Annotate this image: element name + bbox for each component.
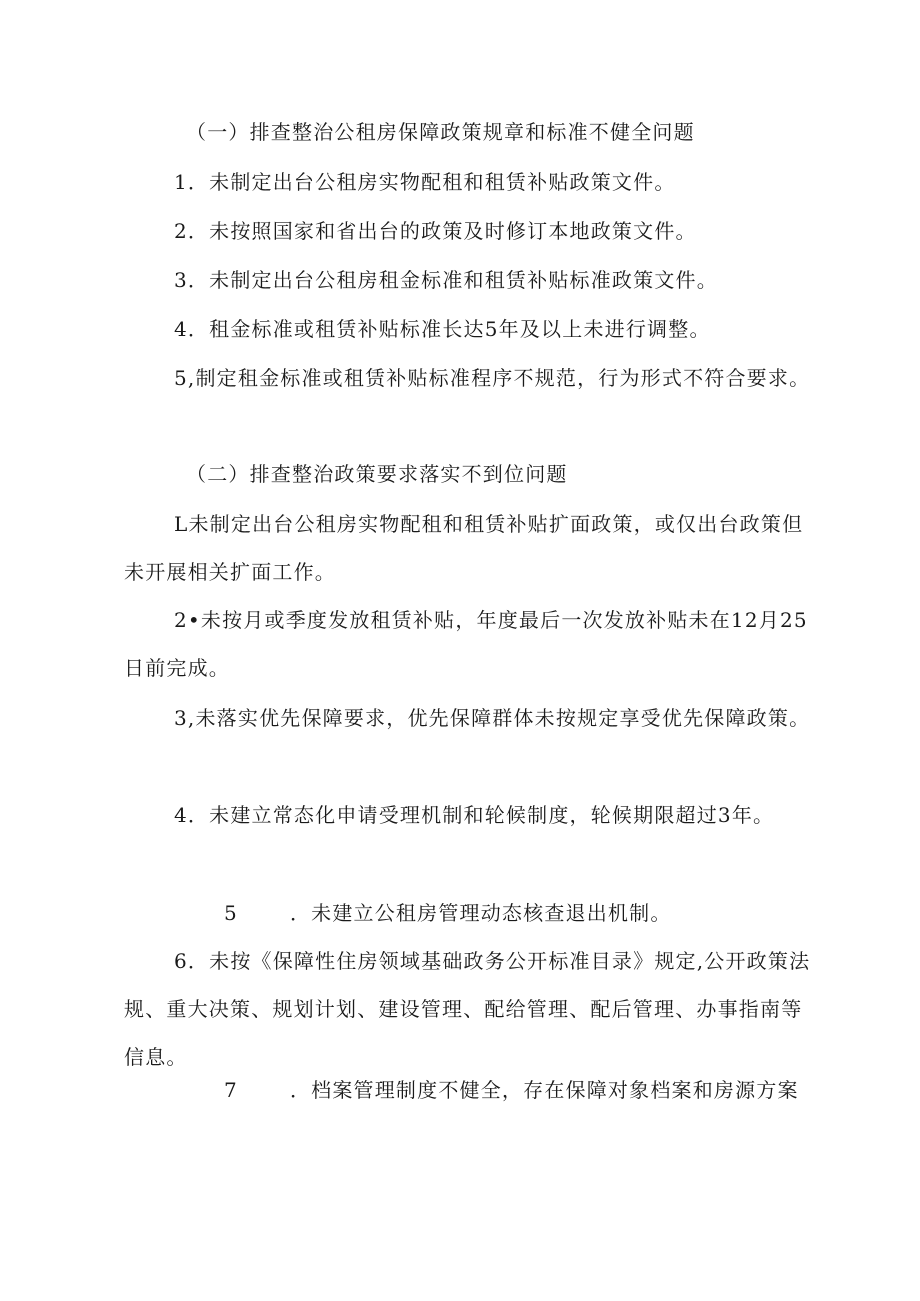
section-1-item-5: 5,制定租金标准或租赁补贴标准程序不规范，行为形式不符合要求。 <box>174 366 811 390</box>
section-1-item-2: 2．未按照国家和省出台的政策及时修订本地政策文件。 <box>174 219 697 243</box>
section-2-item-5 <box>124 889 814 937</box>
section-1-item-4: 4．租金标准或租赁补贴标准长达5年及以上未进行调整。 <box>174 317 711 341</box>
item-number: 5 <box>224 901 238 925</box>
item-text: ．未建立公租房管理动态核查退出机制。 <box>289 901 672 925</box>
section-2-item-2: 2•未按月或季度发放租赁补贴，年度最后一次发放补贴未在12月25日前完成。 <box>124 608 808 680</box>
item-number: 7 <box>224 1078 238 1102</box>
section-2-item-3: 3,未落实优先保障要求，优先保障群体未按规定享受优先保障政策。 <box>174 706 811 730</box>
section-2-heading: （二）排查整治政策要求落实不到位问题 <box>186 462 568 486</box>
section-2-item-6: 6．未按《保障性住房领域基础政务公开标准目录》规定,公开政策法规、重大决策、规划计划、建设管理、配给管理、配后管理、办事指南等信息。 <box>124 949 811 1069</box>
section-2-item-1: L未制定出台公租房实物配租和租赁补贴扩面政策，或仅出台政策但未开展相关扩面工作。 <box>124 512 804 584</box>
section-1-item-3: 3．未制定出台公租房租金标准和租赁补贴标准政策文件。 <box>174 268 718 292</box>
section-2-item-4: 4．未建立常态化申请受理机制和轮候制度，轮候期限超过3年。 <box>174 803 775 827</box>
section-1-item-1: 1．未制定出台公租房实物配租和租赁补贴政策文件。 <box>174 170 676 194</box>
section-2-item-7 <box>124 1066 814 1114</box>
section-1-heading: （一）排查整治公租房保障政策规章和标准不健全问题 <box>186 120 695 144</box>
item-text: ．档案管理制度不健全，存在保障对象档案和房源方案 <box>289 1078 799 1102</box>
